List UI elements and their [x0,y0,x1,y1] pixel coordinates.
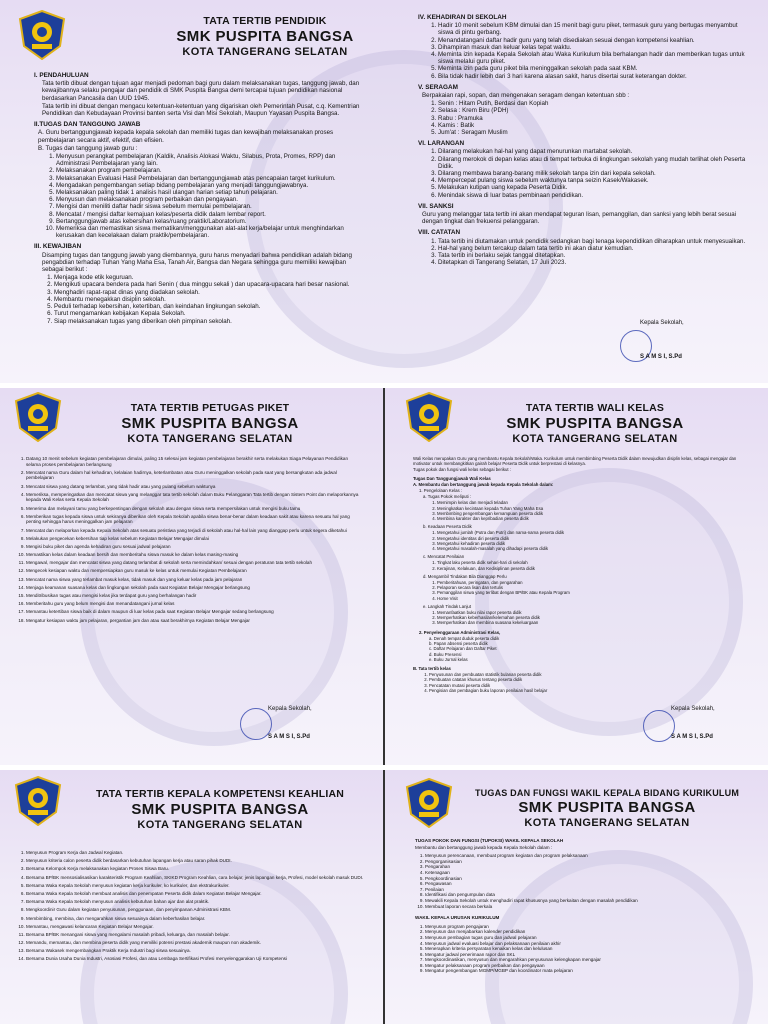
section-heading: V. SERAGAM [418,83,458,91]
sub-heading: a. Tugas Pokok meliputi : [423,494,472,500]
paragraph: Wali Kelas merupakan Guru yang membantu Kepala Sekolah/Waka. Kurikulum untuk membimbing Peserta Didik dalam mewujudkan disiplin kelas, sebagai mengajar dan motivator untuk membangkitkan gairah belajar Peserta Didik untuk berprestasi di kelasnya. [413,456,737,467]
curriculum-list [415,924,755,974]
list-item: 8. Melakukan pengecekan kebersihan tiap kelas sebelum Kegiatan Belajar Mengajar dimulai [26,536,364,542]
doc-title: TATA TERTIB WALI KELAS [525,402,665,414]
list-item: 15. Menditribusikan tugas atau mengisi kelas jika terdapat guru yang berhalangan hadir [26,593,364,599]
list-item: 2. Pengorganisasian [425,859,755,865]
list-item: 2. Hal-hal yang belum tercakup dalam tata tertib ini akan diatur kemudian. [438,245,748,252]
school-name: SMK PUSPITA BANGSA [131,801,309,818]
list-item: 7. Bersama Waka Kepala Sekolah menyusun analisis kebutuhan bahan ajar dan alat praktik. [26,899,366,905]
list-item: 3. Membimbing pengembangan kemampuan peserta didik [437,511,753,516]
doc-title: TATA TERTIB PENDIDIK [203,15,327,27]
list-item: 1. Penyusunan dan pembuatan statistik bulanan peserta didik [429,672,753,677]
list-item: a. Denah tempat duduk peserta didik [429,635,500,641]
sub-heading: d. Mengambil Tindakan Bila Dianggap Perlu [423,573,507,579]
paragraph: Membantu dan bertanggung jawab kepada Kepala Sekolah dalam : [415,844,553,850]
list-item: 3. Mengetahui kehadiran peserta didik [437,541,753,546]
list-item: 4. Mengetahui masalah-masalah yang dihadapi peserta didik [437,546,753,551]
paragraph: Disamping tugas dan tanggung jawab yang diembannya, guru harus menyadari bahwa pendidikan adalah bidang pengabdian terhadap Tuhan Yang Maha Esa, Tanah Air, Bangsa dan Negara sehingga guru memiliki kewajiban sebagai berikut : [42,251,352,274]
city-name: KOTA TANGERANG SELATAN [524,817,690,829]
duty-list [415,853,755,909]
paragraph: A. Guru bertanggungjawab kepada kepala sekolah dan memiliki tugas dan kewajiban melaksanakan proses pembelajaran secara aktif, efektif, dan efisien. [38,129,334,144]
list-item: 1. Senin : Hitam Putih, Berdasi dan Kopiah [438,100,748,107]
paragraph: Tugas pokok dan fungsi wali kelas sebagai berikut : [413,467,512,473]
list-item: 2. Memperhatikan keberhasilan/kelemahan peserta didik [437,615,753,620]
prohibition-list [418,148,748,198]
wali-kelas-rules [413,456,753,694]
list-item: 7. Siap melaksanakan tugas yang diberikan oleh pimpinan sekolah. [54,318,369,325]
doc-title: TUGAS DAN FUNGSI WAKIL KEPALA BIDANG KURIKULUM [474,788,740,798]
rule-list [14,850,366,962]
list-item: 7. Mencatat dan melaporkan kepada Kepala Sekolah atas sesuatu peristiwa yang terjadi di sekolah atau hal-hal lain yang dianggap perlu untuk segera diketahui [26,528,364,534]
sub-heading: b. Keadaan Peserta Didik [423,524,472,530]
list-item: 4. Kamis : Batik [438,122,748,129]
list-item: 13. Bersama Wakasek mengembangkan Praktik Kerja Industri bagi siswa sesuainya. [26,948,366,954]
panel-tata-tertib-wali-kelas [385,388,768,765]
list-item: 1. Memimpin kelas dan menjadi teladan [437,500,753,505]
header-kurikulum [457,788,757,829]
list-item: 2. Selasa : Krem Biru (PDH) [438,107,748,114]
list-item: 9. Bertanggungjawab atas kebersihan kelas/ruang praktik/Laboratorium. [56,218,369,225]
city-name: KOTA TANGERANG SELATAN [182,46,348,58]
list-item: 3. Pengarahan [425,864,755,870]
sub-heading: c. Mencatat Penilaian [423,554,465,560]
list-item: 4. Meminta izin kepada Kepala Sekolah atau Waka Kurikulum bila berhalangan hadir dan memberikan tugas untuk siswa melalui guru piket. [438,51,748,65]
list-item: 4. Membantu menegakkan disiplin sekolah. [54,296,369,303]
list-item: 2. Melaksanakan program pembelajaran. [56,167,369,174]
list-item: 7. Mengisi dan meniliti daftar hadir siswa sebelum memulai pembelajaran. [56,203,369,210]
list-item: 3. Rabu : Pramuka [438,115,748,122]
doc-title: TATA TERTIB KEPALA KOMPETENSI KEAHLIAN [95,788,345,800]
paragraph: Berpakaian rapi, sopan, dan mengenakan seragam dengan ketentuan sbb : [422,92,630,100]
list-item: 1. Hadir 10 menit sebelum KBM dimulai dan 15 menit bagi guru piket, termasuk guru yang bertugas menyambut siswa di pintu gerbang. [438,22,748,36]
list-item: 5. Melakukan kutipan uang kepada Peserta Didik. [438,184,748,191]
city-name: KOTA TANGERANG SELATAN [137,819,303,831]
list-item: 1. Datang 10 menit sebelum kegiatan pembelajaran dimulai, paling 15 selesai jam kegiatan pembelajaran berakhir serta melakukan Siaga Pelayanan Pendidikan selama proses pembelajaran berlangsung [26,456,364,467]
duty-list [413,500,753,521]
list-item: 3. Menghadiri rapat-rapat dinas yang diadakan sekolah. [54,289,369,296]
city-name: KOTA TANGERANG SELATAN [512,433,678,445]
list-item: 2. Pembuatan catatan khusus tentang peserta didik [429,677,753,682]
school-logo-icon [18,10,66,60]
list-item: 1. Menyusun program pengajaran [425,924,755,930]
panel-tata-tertib-kakomli [0,770,383,1024]
list-item: 9. Mengisi buku piket dan agenda kehadiran guru sesuai jadwal pelajaran [26,544,364,550]
list-item: 4. Menyusun jadwal evaluasi belajar dan pelaksanaan penilaian akhir [425,941,755,947]
list-item: 8. Mencatat / mengisi daftar kemajuan kelas/peserta didik dalam lembar report. [56,211,369,218]
list-item: 4. Ditetapkan di Tangerang Selatan, 17 Juli 2023. [438,259,748,266]
sub-heading: e. Langkah Tindak Lanjut [423,603,472,609]
list-item: 4. Ketenagaan [425,870,755,876]
list-item: 4. Membina karakter dan kepribadian peserta didik [437,516,753,521]
header-kakomli [70,788,370,831]
kurikulum-duties [415,838,755,975]
list-item: 3. Pencatatan mutasi peserta didik [429,683,753,688]
section-heading: VII. SANKSI [418,202,454,210]
list-item: 6. Pengawasan [425,881,755,887]
list-item: 4. Mempercepat pulang siswa sebelum waktunya tanpa seizin Kasek/Wakasek. [438,177,748,184]
list-item: 2. Mengikuti upacara bendera pada hari Senin ( dua minggu sekali ) dan upacara-upacara hari besar nasional. [54,281,369,288]
school-logo-icon [405,392,453,442]
assessment-list [413,560,753,570]
list-item: 9. Mengatur pengembangan MGMP/MGBP dan koordinator mata pelajaran [425,968,755,974]
signature-block [268,706,312,740]
list-item: 3. Mencatat siswa yang datang terlambat, yang tidak hadir atau yang pulang sebelum waktunya [26,484,364,490]
list-item: 4. Bersama BP/BK mensosialisasikan karakteristik Program Keahlian, SKIKD Program Keahlian, cara belajar, jenis lapangan kerja, Profesi, model sekolah masuk DUDI. [26,875,366,881]
obligation-list [34,274,369,324]
doc-title: TATA TERTIB PETUGAS PIKET [130,402,290,414]
section-heading: I. PENDAHULUAN [34,72,89,79]
list-item: 2. Mengetahui identitas diri peserta didik [437,536,753,541]
admin-list [413,636,753,662]
list-item: e. Buku Jurnal kelas [429,656,468,662]
followup-list [413,610,753,626]
list-item: 1. Menyusun Program Kerja dan Jadwal Kegiatan. [26,850,366,856]
list-item: 6. Menyusun dan melaksanakan program perbaikan dan pengayaan. [56,196,369,203]
list-item: 4. Pengisian dan pembagian buku laporan penilaian hasil belajar [429,688,753,693]
list-item: 1. Menyusun perencanaan, membuat program kegiatan dan program pelaksanaan [425,853,755,859]
list-item: 10. Memastikan kelas dalam keadaan bersih dan memberitahu siswa masuk ke dalam kelas masing-masing [26,552,364,558]
list-item: 6. Bila tidak hadir lebih dari 3 hari karena alasan sakit, harus disertai surat keterangan dokter. [438,73,748,80]
list-item: 5. Melaksanakan paling tidak 1 analisis hasil ulangan harian setiap tahun pelajaran. [56,189,369,196]
list-item: 5. Peduli terhadap kebersihan, ketertiban, dan keindahan lingkungan sekolah. [54,303,369,310]
list-item: 8. Mengkoordinir Guru dalam kegiatan penyusunan, penggunaan, dan penyimpanan Administrasi KBM. [26,907,366,913]
list-item: 17. Memantau ketertiban siswa baik di dalam maupun di luar kelas pada saat Kegiatan Belajar Mengajar sedang berlangsung [26,609,364,615]
list-item: 1. Pemberitahuan, peringatan, dan pengarahan [437,580,753,585]
list-item: 14. Bersama Dunia Usaha Dunia Industri, Asosiasi Profesi, dan atau Lembaga Sertifikasi Profesi menyelenggarakan Uji Kompetensi [26,956,366,962]
list-item: 2. Menyusun kriteria calon peserta didik berdasarkan kebutuhan lapangan kerja atau saran pihak DUDI. [26,858,366,864]
list-item: c. Daftar Pelajaran dan Daftar Piket [429,646,497,652]
section-heading: A. Membantu dan bertanggung jawab kepada Kepala Sekolah dalam: [413,481,554,487]
signature-block [671,706,715,740]
kakomli-rules [14,850,366,965]
paragraph: Tata tertib dibuat dengan tujuan agar menjadi pedoman bagi guru dalam melaksanakan tugas, tanggung jawab, dan kewajibannya selaku pengajar dan pendidik di SMK Puspita Bangsa demi tercapai tujuan pendidikan nasional berdasarkan Pancasila dan UUD 1945. [42,80,360,102]
list-item: 2. Pelaporan secara lisan dan tertulis [437,585,753,590]
list-item: 8. Identifikasi dan pengumpulan data [425,892,755,898]
uniform-list [418,100,748,136]
list-item: 1. Menjaga kode etik keguruan. [54,274,369,281]
list-item: 11. Bersama BP/BK menangani siswa yang mengalami masalah pribadi, keluarga, dan masalah belajar. [26,932,366,938]
header-pendidik [150,15,380,58]
paragraph: Tata tertib ini dibuat dengan mengacu ketentuan-ketentuan yang digariskan oleh Pemerintah Pusat, c.q. Kementrian Pendidikan dan Kebudayaan Provinsi banten serta Visi dan Misi Sekolah, Maupun Yayasan Puspita Bangsa. [42,102,360,118]
signature-block [640,320,684,360]
list-item: 16. Memberitahu guru yang belum mengisi dan menandatangani jurnal kelas [26,601,364,607]
list-item: 10. Memeriksa dan memastikan siswa mematikan/menggunakan alat-alat kerja/belajar untuk menghindarkan kerusakan dan kecelakaan dalam praktik/pembelajaran. [56,225,369,239]
paragraph: Guru yang melanggar tata tertib ini akan mendapat teguran lisan, pemanggilan, dan sanksi yang lebih berat sesuai dengan tingkat dan frekuensi pelanggaran. [422,211,737,226]
school-name: SMK PUSPITA BANGSA [121,415,299,432]
section-heading: IV. KEHADIRAN DI SEKOLAH [418,14,507,21]
list-item: 1. Tingkat laku peserta didik sehari-hari di sekolah [437,560,753,565]
list-item: 1. Memanfaatkan buku nilai rapor peserta didik [437,610,753,615]
signature-name: S A M S I, S.Pd [268,734,310,740]
sub-heading: 2. Penyelenggaraan Administrasi Kelas, [419,629,501,635]
piket-rules [14,456,364,626]
signature-role: Kepala Sekolah, [671,706,715,712]
panel-tata-tertib-pendidik [0,0,768,383]
list-item: 2. Menyusun dan menjabarkan kalender pendidikan [425,929,755,935]
school-name: SMK PUSPITA BANGSA [506,415,684,432]
list-item: 5. Bersama Waka Kepala Sekolah menyusun kegiatan kerja kurikuler, ko kurikuler, dan ekstrakurikuler. [26,883,366,889]
list-item: b. Papan absensi peserta didik [429,641,488,647]
section-heading: VIII. CATATAN [418,229,461,237]
list-item: 6. Bersama Waka Kepala Sekolah membuat analisis dan penempatan Peserta didik dalam Kegiatan Belajar Mengajar. [26,891,366,897]
section-heading: Tugas Dan Tanggungjawab Wali Kelas [413,475,491,481]
duty-list [34,153,369,239]
panel-tata-tertib-piket [0,388,383,765]
list-item: 7. Mengkoordinasikan, menyusun dan mengarahkan penyusunan kelengkapan mengajar [425,957,755,963]
list-item: 10. Membuat laporan secara berkala [425,904,755,910]
city-name: KOTA TANGERANG SELATAN [127,433,293,445]
list-item: 4. Home Visit [437,596,753,601]
notes-list [418,238,748,267]
school-logo-icon [14,392,62,442]
list-item: d. Buku Presensi [429,651,462,657]
list-item: 14. Menjaga keamanan suasana kelas dan lingkungan sekolah pada saat Kegiatan Belajar Mengajar berlangsung [26,585,364,591]
list-item: 8. Mengatur pelaksanaan program perbaikan dan pengayaan [425,963,755,969]
school-logo-icon [14,776,62,826]
list-item: 6. Turut mengamankan kebijakan Kepala Sekolah. [54,310,369,317]
list-item: 3. Memperhatikan dan membina suasana kekeluargaan [437,620,753,625]
list-item: 18. Mengatur kesiapan waktu jam pelajaran, pergantian jam dan atau saat berakhirnya Kegiatan Belajar Mengajar [26,618,364,624]
list-item: 12. Mengecek kesiapan waktu dan mempersiapkan guru masuk ke kelas untuk memulai Kegiatan Pembelajaran [26,568,364,574]
list-item: 3. Dilarang membawa barang-barang milik sekolah tanpa izin dari kepala sekolah. [438,170,748,177]
section-heading: TUGAS POKOK DAN FUNGSI (TUPOKSI) WAKIL KEPALA SEKOLAH [415,838,564,843]
list-item: 5. Pengkoordinasian [425,876,755,882]
attendance-list [418,22,748,80]
student-list [413,530,753,551]
section-heading: III. KEWAJIBAN [34,243,82,251]
signature-role: Kepala Sekolah, [268,706,312,712]
school-name: SMK PUSPITA BANGSA [176,28,354,45]
list-item: 12. Memandu, memantau, dan membina peserta didik yang memiliki potensi prestasi akademik maupun non akademik. [26,940,366,946]
list-item: 2. Mencatat nama Guru dalam hal kehadiran, kelalaian hadirnya, keterlambatan atau Guru meninggalkan sekolah pada saat yang bersangkutan ada jadwal pembelajaran [26,470,364,481]
list-item: 4. Mengadakan pengembangan setiap bidang pembelajaran yang menjadi tanggungjawabnya. [56,182,369,189]
list-item: 3. Tata tertib ini berlaku sejak tanggal ditetapkan. [438,252,748,259]
list-item: 3. Dihampiran masuk dan keluar kelas tepat waktu. [438,44,748,51]
list-item: 9. Mewakili Kepala Sekolah untuk menghadiri rapat khususnya yang berkaitan dengan masalah pendidikan [425,898,755,904]
school-name: SMK PUSPITA BANGSA [518,799,696,816]
list-item: 2. Kerajinan, Kelakuan, dan Kedisiplinan peserta didik [437,566,753,571]
list-item: 2. Meningkatkan kecintaan kepada Tuhan Yang Maha Esa [437,506,753,511]
section-heading: II.TUGAS DAN TANGGUNG JAWAB [34,121,141,129]
list-item: 10. Memantau, mengawasi kelancaran Kegiatan Belajar Mengajar. [26,924,366,930]
signature-role: Kepala Sekolah, [640,320,684,326]
list-item: 2. Dilarang merokok di depan kelas atau di tempat terbuka di lingkungan sekolah yang mudah terlihat oleh Peserta Didik. [438,156,748,170]
panel-tugas-wakasek-kurikulum [385,770,768,1024]
section-heading: WAKIL KEPALA URUSAN KURIKULUM [415,915,500,921]
class-rules-list [413,672,753,693]
list-item: 1. Tata tertib ini diutamakan untuk pendidik sedangkan bagi tenaga kependidikan diharapkan untuk menyesuaikan. [438,238,748,245]
school-logo-icon [405,778,453,828]
list-item: 5. Meminta izin pada guru piket bila meninggalkan sekolah pada saat KBM. [438,65,748,72]
header-piket [80,402,340,445]
sub-heading: 1. Pengelolaan Kelas : [419,488,463,494]
paragraph: B. Tugas dan tanggung jawab guru : [38,144,138,152]
list-item: 5. Jum'at : Seragam Muslim [438,129,748,136]
list-item: 6. Mengatur jadwal penerimaan rapor dan SKL [425,952,755,958]
list-item: 6. Memberikan tugas kepada siswa untuk sekiranya diberikan oleh Kepala Sekolah apabila siswa benar-benar dalam keadaan sakit atau karena sesuatu hal yang penting sehingga harus meninggalkan jam pelajaran [26,514,364,525]
list-item: 5. Menerapkan kriteria persyaratan kenaikan kelas dan kelulusan [425,946,755,952]
rule-list [14,456,364,623]
list-item: 7. Penilaian [425,887,755,893]
signature-name: S A M S I, S.Pd [671,734,713,740]
list-item: 13. Mencatat nama siswa yang terlambat masuk kelas, tidak masuk dan yang keluar kelas pada jam pelajaran [26,577,364,583]
signature-name: S A M S I, S.Pd [640,354,682,360]
action-list [413,580,753,601]
left-column [34,68,369,326]
list-item: 1. Menyusun perangkat pembelajaran (Kaldik, Analisis Alokasi Waktu, Silabus, Prota, Promes, RPP) dan Administrasi Pembelajaran yang lain. [56,153,369,167]
list-item: 9. Membimbing, membina, dan mengarahkan siswa sesuainya dalam keberhasilan belajar. [26,916,366,922]
right-column [418,14,748,268]
list-item: 3. Menyusun pembagian tugas guru dan jadwal pelajaran [425,935,755,941]
header-wali-kelas [475,402,715,445]
list-item: 1. Mengetahui jumlah (Putra dan Putri) dan nama-nama peserta didik [437,530,753,535]
list-item: 11. Mengawal, mengajar dan mencatat siswa yang datang terlambat di sekolah serta memindahkan/ sesuai dengan peraturan tata tertib sekolah [26,560,364,566]
section-heading: B. Tata tertib kelas [413,665,451,671]
section-heading: VI. LARANGAN [418,140,465,148]
list-item: 3. Bersama Kelompok Kerja melaksanakan kegiatan Proses Siswa Baru. [26,866,366,872]
list-item: 4. Memeriksa, memperingatkan dan mencatat siswa yang melanggar tata tertib sekolah dalam Buku Pelanggaran Tata tertib dengan Sistem Point dan melaporkannya kepada Wali Kelas serta Kepala Sekolah [26,492,364,503]
list-item: 5. Menerima dan melayani tamu yang berkepentingan dengan sekolah atau dengan siswa serta mempersilakan untuk mengisi buku tamu [26,506,364,512]
list-item: 1. Dilarang melakukan hal-hal yang dapat menurunkan martabat sekolah. [438,148,748,155]
list-item: 3. Pemanggilan siswa yang terlibat dengan BP/BK atau Kepala Program [437,590,753,595]
list-item: 3. Melaksanakan Evaluasi Hasil Pembelajaran dan bertanggungjawab atas pencapaian target kurikulum. [56,175,369,182]
list-item: 2. Menandatangani daftar hadir guru yang telah disediakan sesuai dengan kompetensi keahlian. [438,37,748,44]
list-item: 6. Menindak siswa di luar batas pembinaan pendidikan. [438,192,748,199]
